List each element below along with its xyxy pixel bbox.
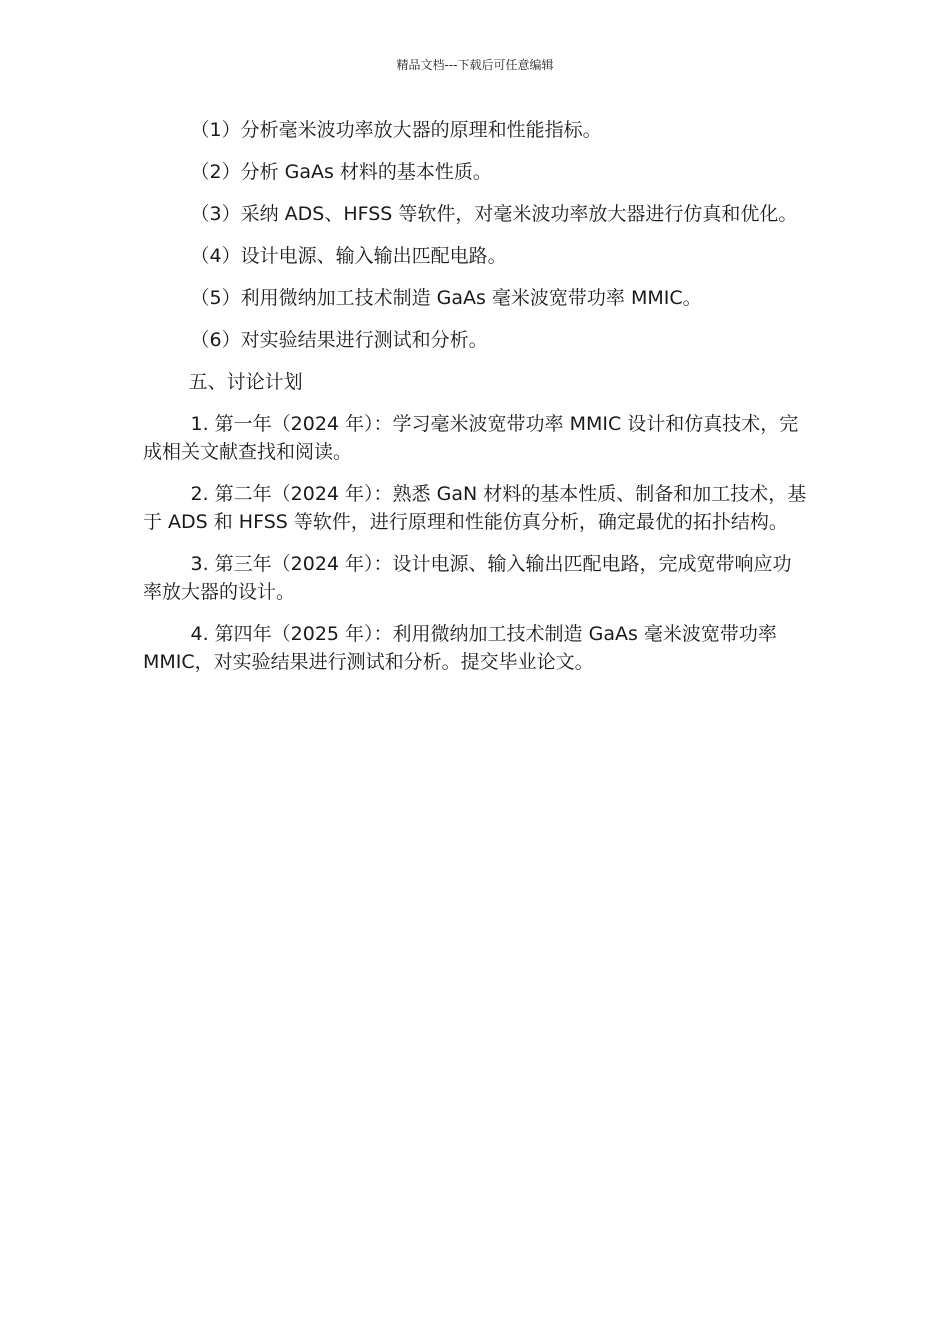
page-header: 精品文档---下载后可任意编辑 — [396, 58, 554, 72]
objective-item-3: （3）采纳 ADS、HFSS 等软件，对毫米波功率放大器进行仿真和优化。 — [190, 203, 798, 225]
objective-item-2: （2）分析 GaAs 材料的基本性质。 — [190, 161, 492, 183]
objective-item-1: （1）分析毫米波功率放大器的原理和性能指标。 — [190, 119, 602, 141]
objective-item-6: （6）对实验结果进行测试和分析。 — [190, 329, 488, 351]
plan-year-1: 1. 第一年（2024 年）：学习毫米波宽带功率 MMIC 设计和仿真技术，完成相关文献查找和阅读。 — [143, 413, 799, 463]
document-body — [143, 116, 807, 690]
objective-item-5: （5）利用微纳加工技术制造 GaAs 毫米波宽带功率 MMIC。 — [190, 287, 702, 309]
objective-item-4: （4）设计电源、输入输出匹配电路。 — [190, 245, 507, 267]
section-heading-research-plan: 五、讨论计划 — [188, 371, 303, 393]
plan-year-4: 4. 第四年（2025 年）：利用微纳加工技术制造 GaAs 毫米波宽带功率 MMIC，对实验结果进行测试和分析。提交毕业论文。 — [143, 623, 777, 673]
plan-year-2: 2. 第二年（2024 年）：熟悉 GaN 材料的基本性质、制备和加工技术，基于 ADS 和 HFSS 等软件，进行原理和性能仿真分析，确定最优的拓扑结构。 — [143, 483, 807, 533]
plan-year-3: 3. 第三年（2024 年）：设计电源、输入输出匹配电路，完成宽带响应功率放大器的设计。 — [143, 553, 792, 603]
